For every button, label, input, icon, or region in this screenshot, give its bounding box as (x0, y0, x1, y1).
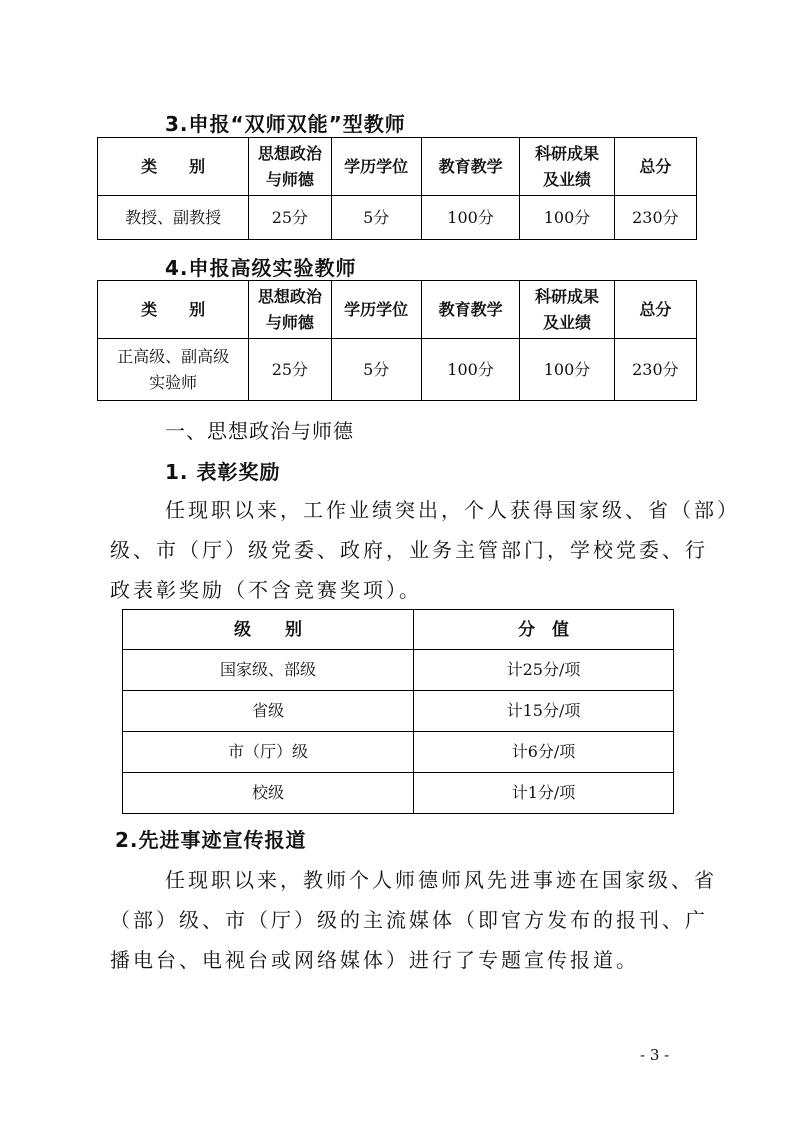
header-research: 科研成果 及业绩 (520, 138, 614, 196)
item1-para-line-2: 级、市（厅）级党委、政府，业务主管部门，学校党委、行 (110, 538, 708, 562)
cell-research: 100分 (520, 339, 614, 401)
award-level: 市（厅）级 (123, 732, 414, 773)
section4-table (97, 280, 697, 401)
award-score: 计15分/项 (414, 691, 674, 732)
cell-total: 230分 (614, 196, 696, 240)
award-score: 计25分/项 (414, 650, 674, 691)
item2-para-line-2: （部）级、市（厅）级的主流媒体（即官方发布的报刊、广 (110, 908, 708, 932)
item2-para-line-1: 任现职以来，教师个人师德师风先进事迹在国家级、省 (165, 868, 717, 892)
award-header-level: 级 别 (123, 610, 414, 650)
award-header-score: 分 值 (414, 610, 674, 650)
header-politics: 思想政治 与师德 (249, 138, 331, 196)
header-degree: 学历学位 (331, 138, 421, 196)
cell-teaching: 100分 (421, 196, 519, 240)
header-teaching: 教育教学 (421, 281, 519, 339)
item1-title: 1. 表彰奖励 (165, 460, 281, 484)
cell-politics: 25分 (249, 339, 331, 401)
cell-teaching: 100分 (421, 339, 519, 401)
item2-para-line-3: 播电台、电视台或网络媒体）进行了专题宣传报道。 (110, 948, 639, 972)
section3-title: 3.申报“双师双能”型教师 (165, 112, 406, 136)
header-teaching: 教育教学 (421, 138, 519, 196)
header-degree: 学历学位 (331, 281, 421, 339)
cell-research: 100分 (520, 196, 614, 240)
cell-degree: 5分 (331, 339, 421, 401)
award-score: 计1分/项 (414, 773, 674, 814)
section3-table (97, 137, 697, 240)
header-category: 类 别 (98, 138, 249, 196)
award-level: 国家级、部级 (123, 650, 414, 691)
item2-title: 2.先进事迹宣传报道 (115, 828, 307, 852)
header-category: 类 别 (98, 281, 249, 339)
section4-title: 4.申报高级实验教师 (165, 256, 357, 280)
header-politics: 思想政治 与师德 (249, 281, 331, 339)
award-level: 省级 (123, 691, 414, 732)
header-total: 总分 (614, 281, 696, 339)
cell-category: 正高级、副高级 实验师 (98, 339, 249, 401)
cell-total: 230分 (614, 339, 696, 401)
award-table (122, 609, 674, 814)
part1-title: 一、思想政治与师德 (165, 419, 354, 443)
header-research: 科研成果 及业绩 (520, 281, 614, 339)
award-level: 校级 (123, 773, 414, 814)
header-total: 总分 (614, 138, 696, 196)
award-score: 计6分/项 (414, 732, 674, 773)
cell-politics: 25分 (249, 196, 331, 240)
item1-para-line-3: 政表彰奖励（不含竞赛奖项）。 (110, 578, 422, 602)
item1-para-line-1: 任现职以来，工作业绩突出，个人获得国家级、省（部） (165, 498, 740, 522)
cell-degree: 5分 (331, 196, 421, 240)
page-number: - 3 - (640, 1046, 670, 1064)
cell-category: 教授、副教授 (98, 196, 249, 240)
